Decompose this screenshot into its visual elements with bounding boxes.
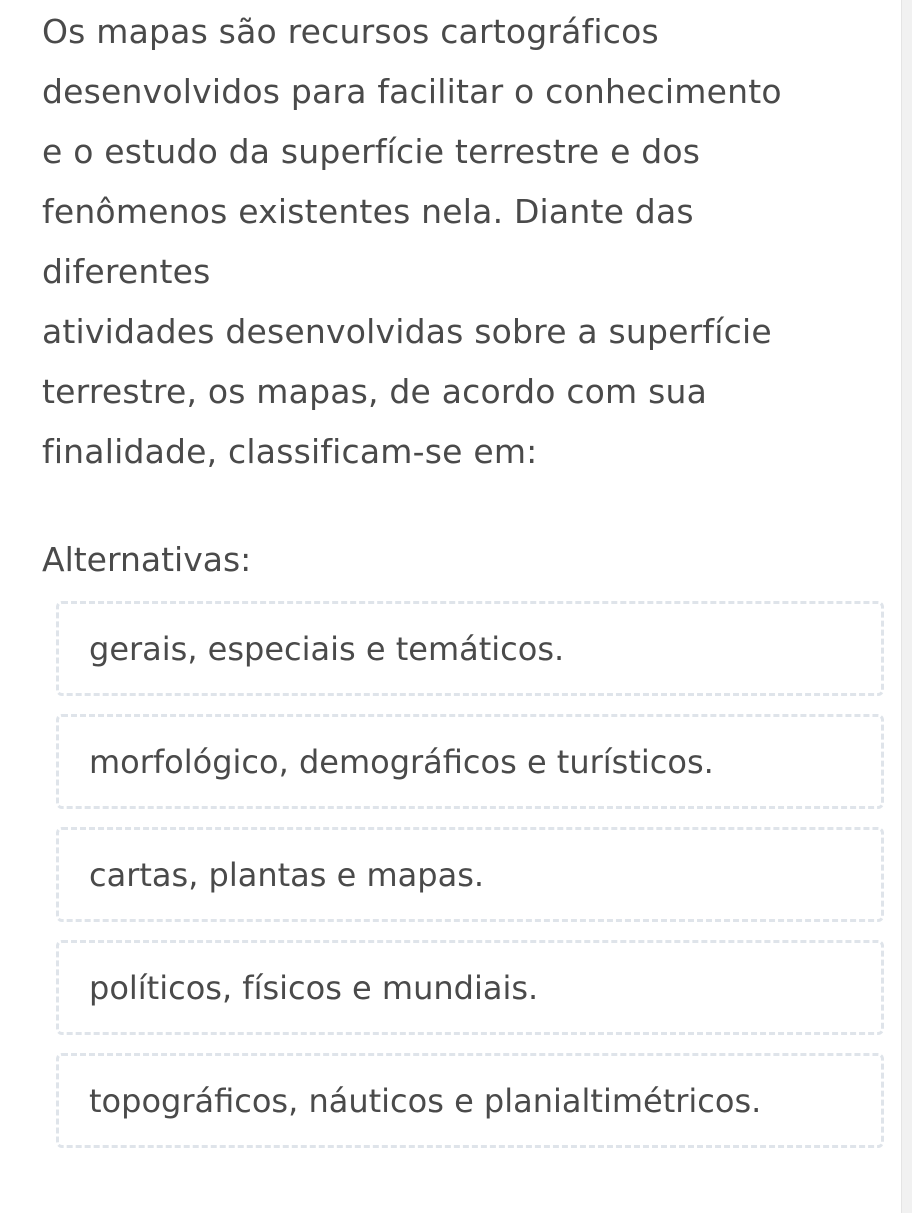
question-line: atividades desenvolvidas sobre a superfície	[42, 312, 772, 351]
page-edge-divider	[901, 0, 912, 1213]
alternative-option-2[interactable]: morfológico, demográficos e turísticos.	[56, 714, 884, 809]
alternative-option-5[interactable]: topográficos, náuticos e planialtimétricos.	[56, 1053, 884, 1148]
question-line: finalidade, classificam-se em:	[42, 432, 538, 471]
question-line: terrestre, os mapas, de acordo com sua	[42, 372, 708, 411]
alternatives-list	[56, 601, 884, 1166]
question-line: e o estudo da superfície terrestre e dos	[42, 132, 701, 171]
question-line: desenvolvidos para facilitar o conhecimento	[42, 72, 782, 111]
alternatives-heading: Alternativas:	[42, 540, 252, 579]
question-line: diferentes	[42, 252, 211, 291]
question-text	[42, 2, 872, 482]
alternative-option-4[interactable]: políticos, físicos e mundiais.	[56, 940, 884, 1035]
alternative-option-3[interactable]: cartas, plantas e mapas.	[56, 827, 884, 922]
question-line: Os mapas são recursos cartográficos	[42, 12, 659, 51]
alternative-option-1[interactable]: gerais, especiais e temáticos.	[56, 601, 884, 696]
question-line: fenômenos existentes nela. Diante das	[42, 192, 694, 231]
